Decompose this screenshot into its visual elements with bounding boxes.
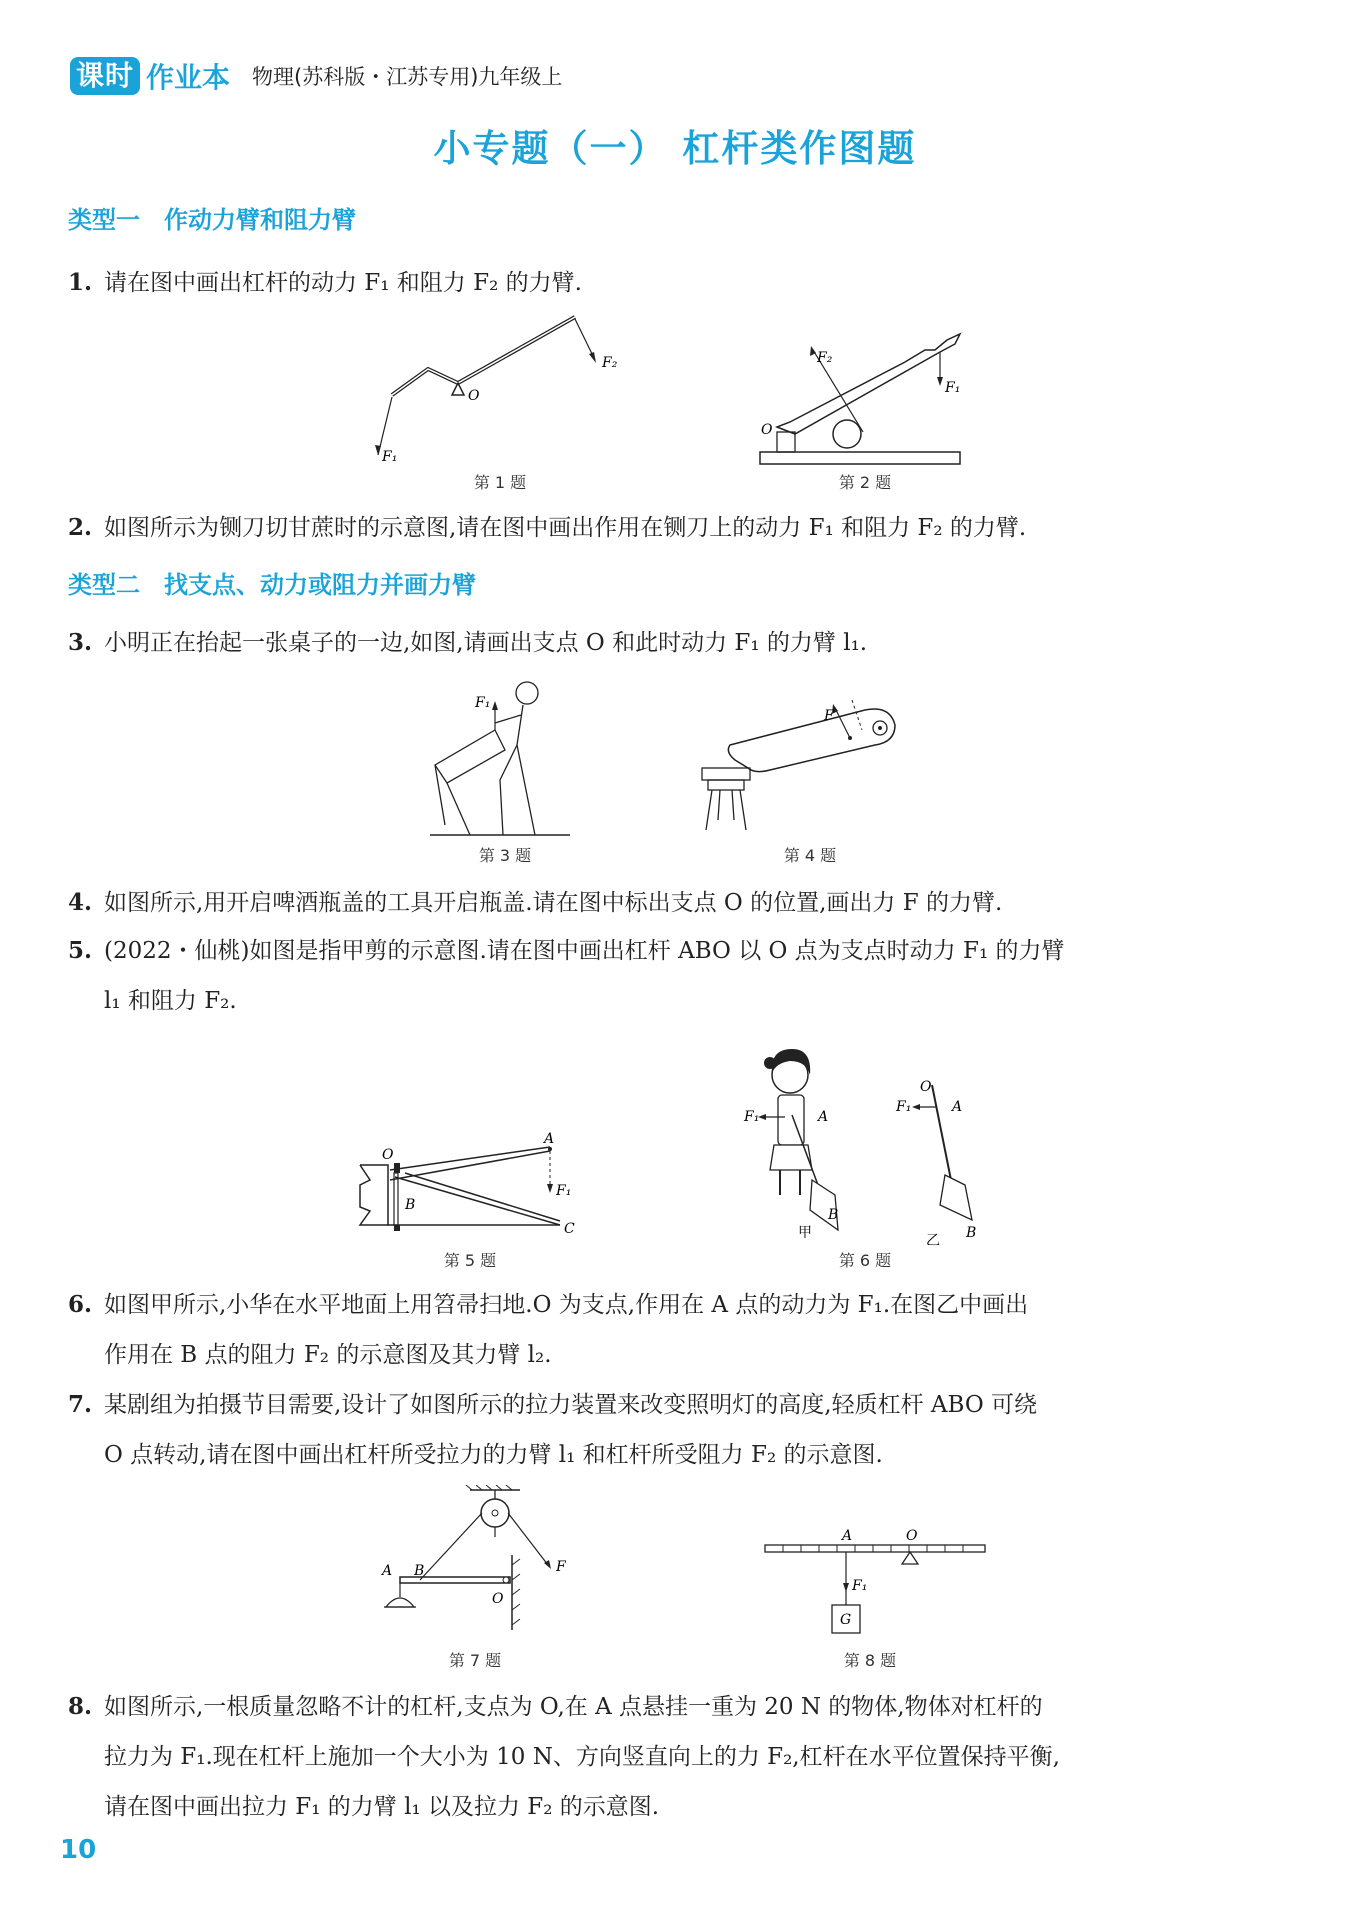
figure-3 [425, 675, 575, 840]
question-text: l₁ 和阻力 F₂. [104, 988, 237, 1014]
question-text: O 点转动,请在图中画出杠杆所受拉力的力臂 l₁ 和杠杆所受阻力 F₂ 的示意图. [104, 1442, 883, 1468]
label-F1: F₁ [945, 380, 961, 396]
figure-7 [360, 1485, 590, 1635]
caption-figure-2: 第 2 题 [838, 473, 892, 492]
question-text: (2022・仙桃)如图是指甲剪的示意图.请在图中画出杠杆 ABO 以 O 点为支点时动力 F₁ 的力臂 [104, 938, 1065, 964]
question-text: 如图所示,用开启啤酒瓶盖的工具开启瓶盖.请在图中标出支点 O 的位置,画出力 F 的力臂. [104, 890, 1003, 916]
question-number: 4. [68, 889, 93, 916]
question-number: 7. [68, 1391, 93, 1418]
question-number: 1. [68, 269, 93, 296]
label-O: O [468, 388, 480, 404]
label-A: A [382, 1563, 393, 1579]
label-A: A [818, 1109, 829, 1125]
label-B: B [414, 1563, 425, 1579]
section-type2: 类型二 找支点、动力或阻力并画力臂 [68, 571, 476, 599]
question-2 [68, 503, 1248, 553]
caption-figure-6: 第 6 题 [838, 1251, 892, 1270]
label-O: O [492, 1591, 504, 1607]
caption-figure-1: 第 1 题 [473, 473, 527, 492]
question-number: 2. [68, 514, 93, 541]
label-F2: F₂ [602, 355, 618, 371]
question-text: 拉力为 F₁.现在杠杆上施加一个大小为 10 N、方向竖直向上的力 F₂,杠杆在水平位置保持平衡, [104, 1744, 1060, 1770]
figure-4 [690, 690, 920, 835]
question-text: 请在图中画出拉力 F₁ 的力臂 l₁ 以及拉力 F₂ 的示意图. [104, 1794, 660, 1820]
label-A: A [952, 1099, 963, 1115]
question-text: 请在图中画出杠杆的动力 F₁ 和阻力 F₂ 的力臂. [104, 270, 582, 296]
label-F: F [556, 1559, 566, 1575]
question-text: 小明正在抬起一张桌子的一边,如图,请画出支点 O 和此时动力 F₁ 的力臂 l₁. [104, 630, 868, 656]
caption-figure-8: 第 8 题 [843, 1651, 897, 1670]
label-jia: 甲 [798, 1225, 812, 1241]
question-3 [68, 618, 1248, 668]
label-F1: F₁ [556, 1183, 572, 1199]
caption-figure-7: 第 7 题 [448, 1651, 502, 1670]
figure-5 [350, 1125, 590, 1240]
question-6 [68, 1280, 1248, 1380]
label-A: A [544, 1131, 555, 1147]
question-5 [68, 926, 1248, 1026]
question-4 [68, 878, 1248, 928]
subject-line: 物理(苏科版・江苏专用)九年级上 [252, 65, 563, 89]
label-O: O [920, 1079, 932, 1095]
question-text: 如图所示为铡刀切甘蔗时的示意图,请在图中画出作用在铡刀上的动力 F₁ 和阻力 F₂ 的力臂. [104, 515, 1027, 541]
question-number: 8. [68, 1693, 93, 1720]
label-F1: F₁ [896, 1099, 912, 1115]
question-text: 如图所示,一根质量忽略不计的杠杆,支点为 O,在 A 点悬挂一重为 20 N 的物体,物体对杠杆的 [104, 1694, 1043, 1720]
caption-figure-3: 第 3 题 [478, 846, 532, 865]
caption-figure-4: 第 4 题 [783, 846, 837, 865]
figure-2 [755, 322, 985, 472]
header-brand [70, 56, 562, 96]
question-number: 5. [68, 937, 93, 964]
question-7 [68, 1380, 1248, 1480]
label-F2: F₂ [817, 350, 833, 366]
question-1 [68, 258, 1248, 308]
caption-figure-5: 第 5 题 [443, 1251, 497, 1270]
label-yi: 乙 [926, 1233, 940, 1245]
figure-8 [760, 1520, 990, 1640]
label-B: B [828, 1207, 839, 1223]
label-F1: F₁ [852, 1578, 868, 1594]
label-O: O [906, 1528, 918, 1544]
page-number: 10 [60, 1835, 97, 1865]
question-number: 6. [68, 1291, 93, 1318]
label-F1: F₁ [475, 695, 491, 711]
question-text: 某剧组为拍摄节目需要,设计了如图所示的拉力装置来改变照明灯的高度,轻质杠杆 ABO 可绕 [104, 1392, 1038, 1418]
label-F1: F₁ [382, 449, 398, 465]
figure-1 [370, 305, 640, 465]
figure-6 [740, 1035, 1000, 1245]
label-F: F [824, 708, 834, 724]
label-O: O [761, 422, 773, 438]
label-B: B [966, 1225, 977, 1241]
question-text: 作用在 B 点的阻力 F₂ 的示意图及其力臂 l₂. [104, 1342, 552, 1368]
question-number: 3. [68, 629, 93, 656]
label-O: O [382, 1147, 394, 1163]
label-B: B [405, 1197, 416, 1213]
label-F1: F₁ [744, 1109, 760, 1125]
brand-name: 作业本 [146, 61, 231, 94]
brand-badge: 课时 [70, 57, 140, 95]
question-8 [68, 1682, 1248, 1832]
section-type1: 类型一 作动力臂和阻力臂 [68, 206, 356, 234]
question-text: 如图甲所示,小华在水平地面上用笤帚扫地.O 为支点,作用在 A 点的动力为 F₁.在图乙中画出 [104, 1292, 1029, 1318]
label-C: C [564, 1221, 575, 1237]
label-G: G [840, 1612, 852, 1628]
page-title: 小专题（一） 杠杆类作图题 [433, 127, 917, 170]
label-A: A [842, 1528, 853, 1544]
